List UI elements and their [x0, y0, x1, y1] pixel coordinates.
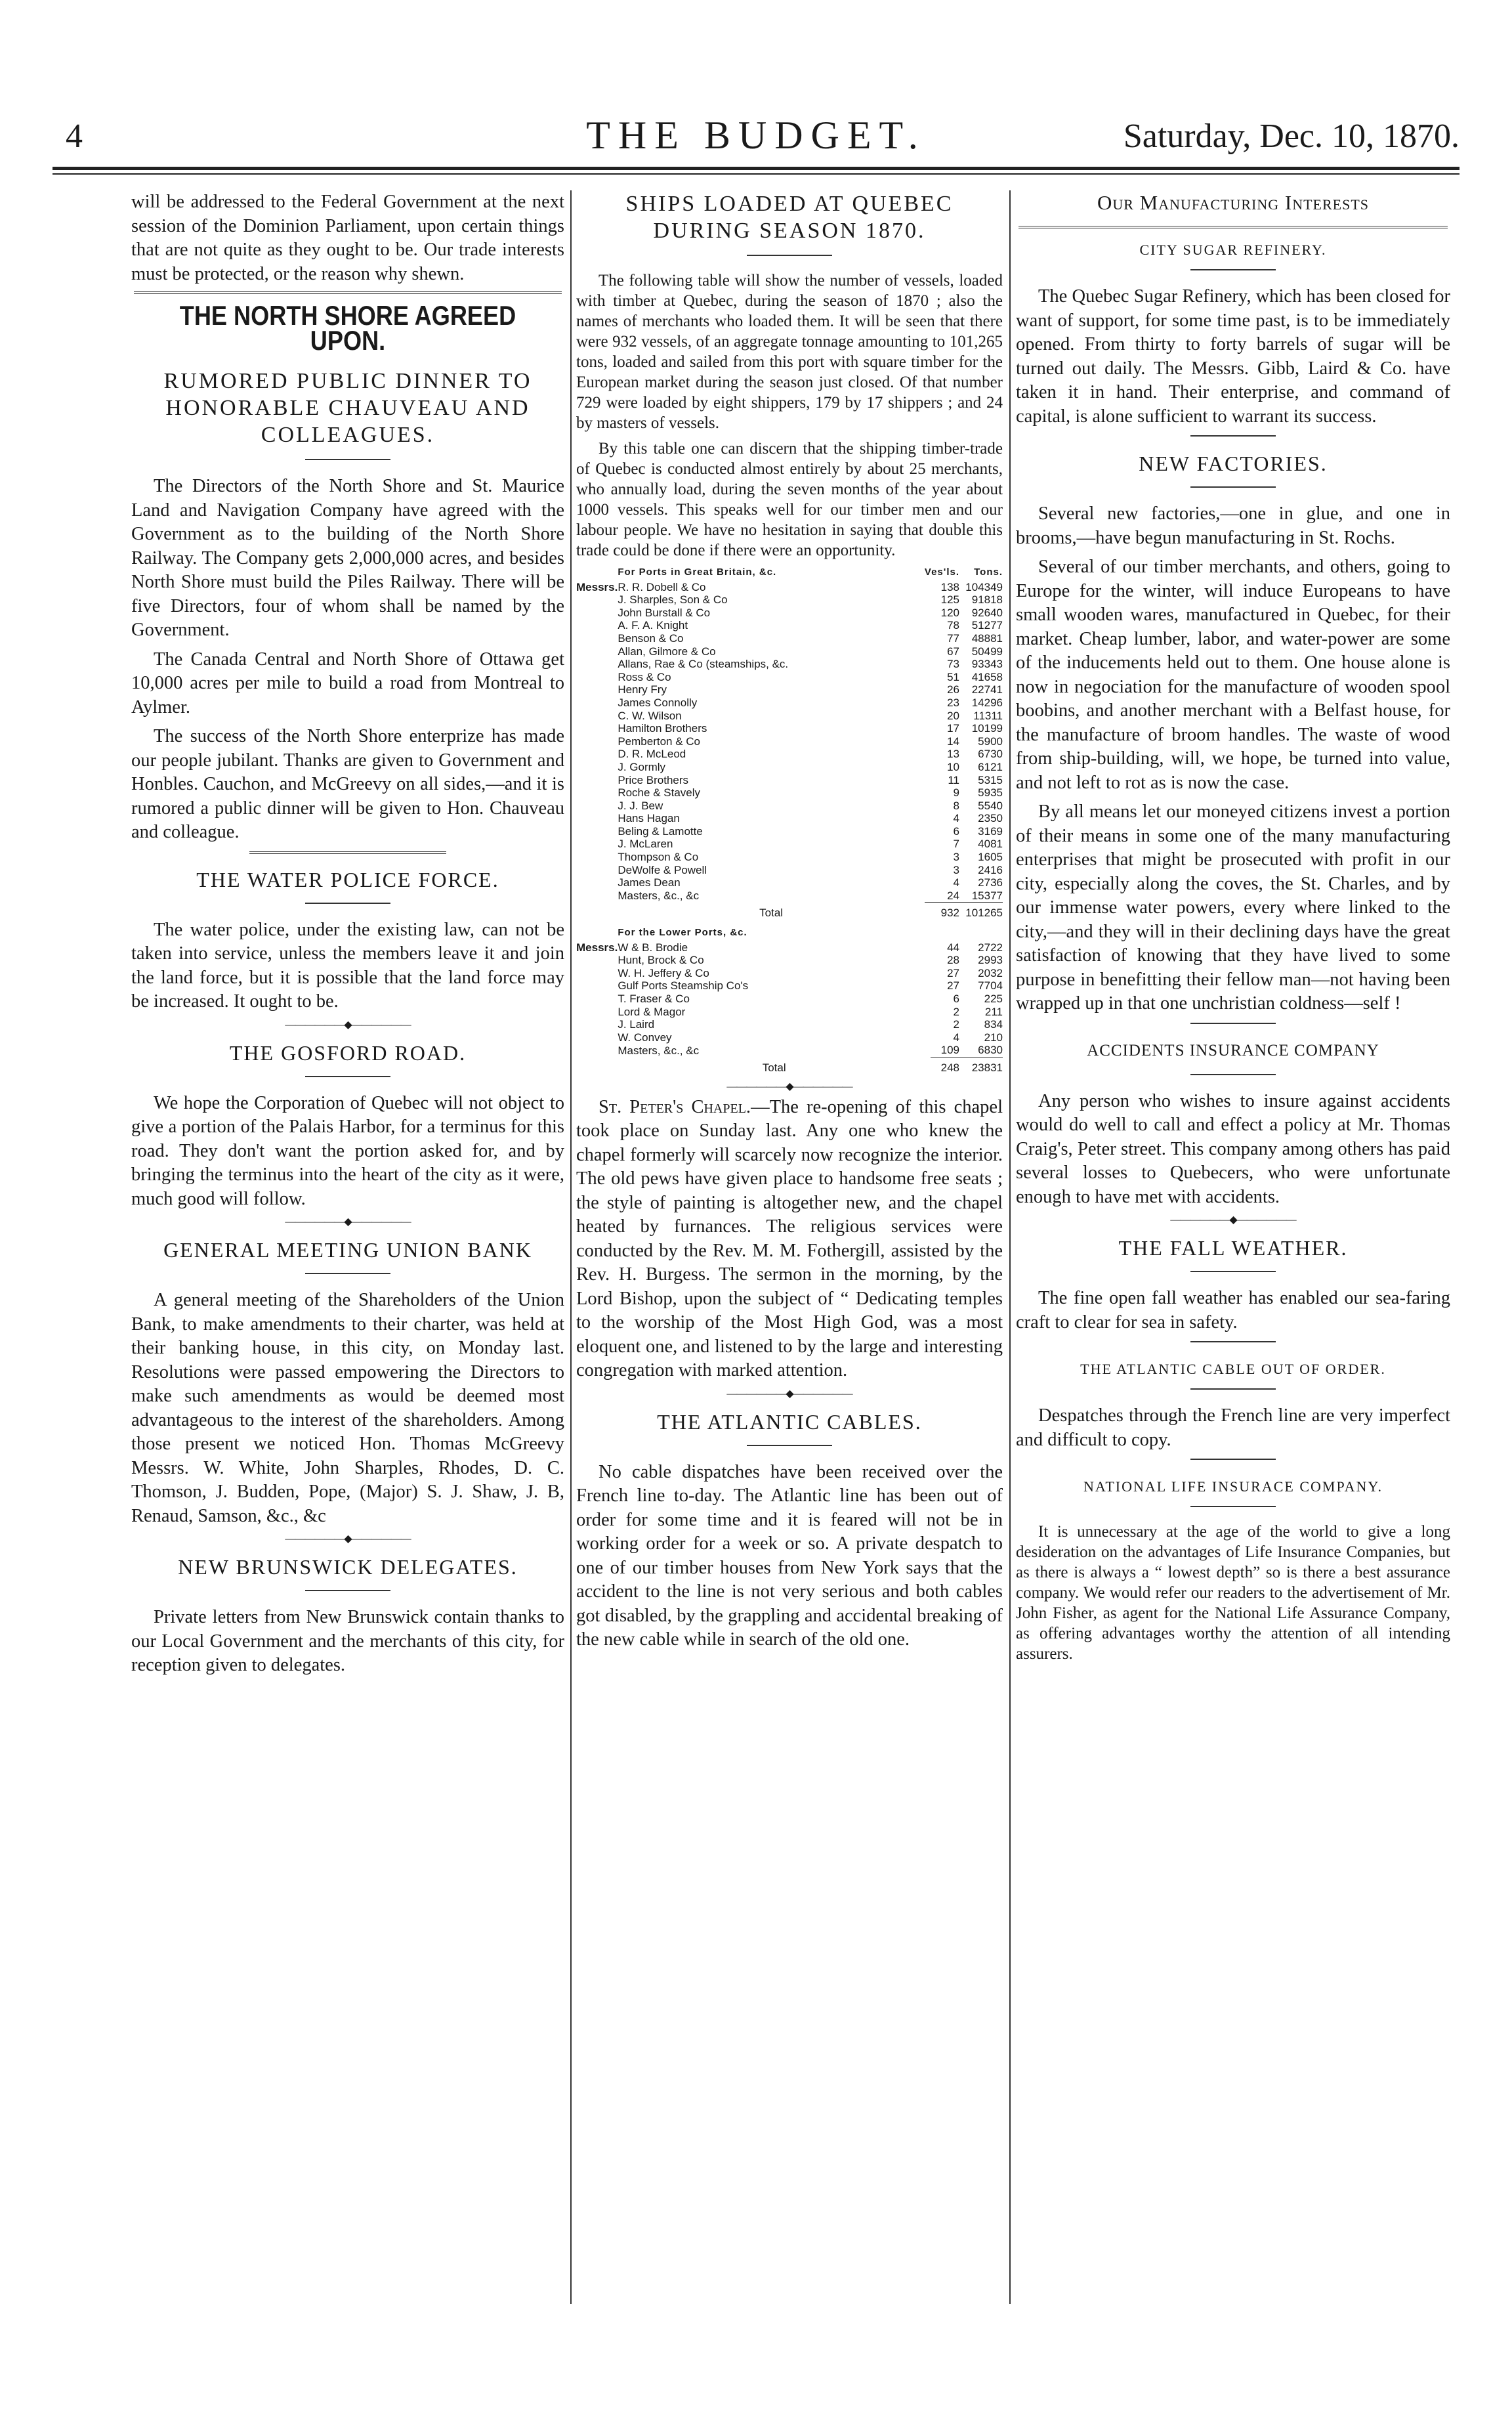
vessel-count: 4 [953, 812, 959, 825]
section-rule [1190, 1074, 1276, 1075]
shipper-name: Pemberton & Co [618, 735, 701, 748]
total-label: Total [762, 1061, 786, 1074]
vessel-count: 28 [947, 954, 959, 967]
sugar-refinery-subhead: CITY SUGAR REFINERY. [1139, 242, 1327, 258]
table-prefix: Messrs. [576, 941, 618, 954]
table-row [576, 1006, 1003, 1019]
table-row [576, 593, 1003, 607]
vessel-count: 4 [953, 1031, 959, 1044]
tonnage: 104349 [965, 580, 1003, 593]
tonnage: 834 [984, 1018, 1003, 1031]
tonnage: 48881 [971, 631, 1003, 645]
section-rule [305, 1590, 390, 1591]
ships-para: By this table one can discern that the shipping timber-trade of Quebec is conducted almost entirely by about 25 merchants, who annually load, during the seven months of the year about 1000 vessels. This speaks well for our timber men and our labour people. We have no hesitation in saying that double this trade could be done if there were an opportunity. [576, 440, 1003, 559]
tonnage: 6830 [978, 1044, 1003, 1057]
north-shore-para: The success of the North Shore enterprize has made our people jubilant. Thanks are given to Government and Honbles. Cauchon, and McGreevy on all sides,—and it is rumored a public dinner will be given to Hon. Chauveau and colleague. [131, 726, 564, 842]
vessel-count: 11 [948, 773, 959, 786]
st-peters-para [576, 1096, 1003, 1383]
shipper-name: J. McLaren [618, 838, 673, 851]
table-row [576, 876, 1003, 889]
tonnage: 2416 [978, 863, 1003, 876]
section-rule [1190, 1271, 1276, 1272]
cable-out-headline: THE ATLANTIC CABLE OUT OF ORDER. [1080, 1361, 1386, 1377]
vessel-count: 44 [947, 941, 959, 954]
new-brunswick-headline: NEW BRUNSWICK DELEGATES. [178, 1555, 518, 1579]
st-peters-body: —The re-opening of this chapel took place on Sunday last. Any one who knew the chapel formerly will scarcely now recognize the interior. The old pews have given place to handsome free seats ; the style of painting is altogether new, and the chapel heated by furnances. The religious services were conducted by the Rev. M. M. Fothergill, assisted by the Rev. H. Burgess. The sermon in the morning, by the Lord Bishop, upon the subject of “ Dedicating temples to the worship of the Most High God, was a most eloquent one, and listened to by the large and interesting congregation with marked attention. [576, 1096, 1003, 1381]
vessel-count: 109 [940, 1044, 959, 1057]
table-row [576, 954, 1003, 967]
table-row [576, 1031, 1003, 1044]
table-row [576, 658, 1003, 671]
shipper-name: Allans, Rae & Co (steamships, &c. [618, 658, 789, 671]
table-row [576, 812, 1003, 825]
shipper-name: A. F. A. Knight [618, 619, 688, 632]
ships-headline: SHIPS LOADED AT QUEBEC DURING SEASON 1870. [625, 192, 954, 243]
vessel-count: 13 [947, 748, 959, 761]
table-header-label: For Ports in Great Britain, &c. [618, 566, 777, 578]
shipper-name: C. W. Wilson [618, 709, 682, 722]
tonnage: 2350 [978, 812, 1003, 825]
tonnage: 6730 [978, 748, 1003, 761]
shipper-name: Benson & Co [618, 631, 684, 645]
double-rule [134, 291, 562, 298]
ornament-divider: ——————◆—————— [285, 1533, 411, 1545]
tonnage: 1605 [978, 851, 1003, 864]
tonnage: 2993 [978, 954, 1003, 967]
shipper-name: R. R. Dobell & Co [618, 580, 706, 593]
tonnage: 5540 [978, 799, 1003, 812]
shipper-name: J. Laird [618, 1018, 655, 1031]
column-divider [570, 190, 572, 2304]
shipper-name: J. Sharples, Son & Co [618, 593, 728, 607]
north-shore-para: The Directors of the North Shore and St. Maurice Land and Navigation Company have agreed with the Government as to the building of the North Shore Railway. The Company gets 2,000,000 acres, and besides North Shore must build the Piles Railway. There will be five Directors, four of whom shall be named by the Government. [131, 476, 564, 640]
tonnage: 92640 [971, 606, 1003, 619]
tonnage: 2032 [978, 966, 1003, 979]
table-header-row [576, 566, 1003, 581]
section-rule [747, 255, 832, 256]
total-tons: 101265 [959, 903, 1003, 920]
vessel-count: 138 [940, 580, 959, 593]
ornament-divider: ——————◆—————— [726, 1388, 852, 1400]
shipper-name: Allan, Gilmore & Co [618, 645, 716, 658]
new-factories-para: By all means let our moneyed citizens invest a portion of their means in some one of the many manufacturing enterprises that might be prosecuted with profit in our city, especially along the coves, the St. Charles, and by our immense water powers, every where linked to the city,—and they will in their declining days have the great satisfaction of knowing that they have lived to some purpose in benefitting their fellow man—not having been wrapped up in that one unchristian coldness—self ! [1016, 801, 1450, 1014]
tonnage: 210 [984, 1031, 1003, 1044]
table-row [576, 851, 1003, 864]
table-row [576, 838, 1003, 851]
section-rule [305, 903, 390, 904]
atlantic-cables-para: No cable dispatches have been received over the French line to-day. The Atlantic line has been out of order for some time and it is feared will not be in working order for a week or so. A private despatch to one of our timber houses from New York says that the accident to the line is not very serious and both cables got disabled, by the grappling and accidental breaking of the new cable while in search of the old one. [576, 1461, 1003, 1650]
vessel-count: 24 [947, 889, 959, 902]
tonnage: 14296 [971, 696, 1003, 709]
shipper-name: Hunt, Brock & Co [618, 954, 704, 967]
accidents-headline: ACCIDENTS INSURANCE COMPANY [1087, 1041, 1379, 1059]
table-row [576, 710, 1003, 723]
shipper-name: W. H. Jeffery & Co [618, 966, 709, 979]
vessel-count: 23 [947, 696, 959, 709]
shipper-name: Hamilton Brothers [618, 722, 707, 735]
tonnage: 2736 [978, 876, 1003, 889]
table-row [576, 1018, 1003, 1031]
table-row [576, 607, 1003, 620]
water-police-para: The water police, under the existing law, can not be taken into service, unless the members leave it and join the land force, but it is possible that the land force may be increased. It ought to be. [131, 919, 564, 1012]
section-rule [1190, 1388, 1276, 1390]
column-1 [131, 190, 564, 2357]
vessel-count: 6 [953, 993, 959, 1005]
water-police-headline: THE WATER POLICE FORCE. [196, 867, 499, 891]
new-factories-para: Several new factories,—one in glue, and one in brooms,—have begun manufacturing in St. Rochs. [1016, 503, 1450, 548]
table-row [576, 979, 1003, 993]
tonnage: 93343 [971, 658, 1003, 671]
shipper-name: W. Convey [618, 1031, 672, 1044]
great-britain-shipping-table [576, 566, 1003, 920]
section-rule [1190, 435, 1276, 437]
sugar-refinery-para: The Quebec Sugar Refinery, which has been closed for want of support, for some time past, is to be immediately opened. From thirty to forty barrels of sugar will be turned out daily. The Messrs. Gibb, Laird & Co. have taken it in hand. Their enterprise, and command of capital, is alone sufficient to warrant its success. [1016, 286, 1450, 427]
section-rule [1190, 486, 1276, 488]
vessel-count: 26 [947, 683, 959, 696]
shipper-name: Thompson & Co [618, 851, 699, 864]
column-3 [1016, 190, 1450, 2357]
table-row [576, 645, 1003, 658]
vessel-count: 2 [953, 1018, 959, 1031]
table-row [576, 786, 1003, 800]
tonnage: 4081 [978, 838, 1003, 851]
shipper-name: Beling & Lamotte [618, 824, 703, 838]
accidents-para: Any person who wishes to insure against accidents would do well to call and effect a policy at Mr. Thomas Craig's, Peter street. This company among others has paid several losses to Quebecers, who were unfortunate enough to have met with accidents. [1016, 1090, 1450, 1207]
shipper-name: James Dean [618, 876, 681, 889]
ornament-divider: ——————◆—————— [285, 1019, 411, 1031]
tonnage: 91818 [971, 593, 1003, 607]
vessel-count: 3 [953, 863, 959, 876]
tonnage: 5315 [978, 773, 1003, 786]
tonnage: 7704 [978, 979, 1003, 993]
total-vessels: 248 [931, 1057, 959, 1074]
rule [249, 851, 446, 858]
vessel-count: 77 [947, 631, 959, 645]
section-rule [305, 1273, 390, 1274]
ornament-divider: ——————◆—————— [726, 1080, 852, 1092]
section-rule [1190, 1023, 1276, 1024]
shipper-name: W & B. Brodie [618, 941, 688, 954]
lower-ports-shipping-table [576, 926, 1003, 1075]
shipper-name: DeWolfe & Powell [618, 863, 707, 876]
tonnage: 3169 [978, 824, 1003, 838]
tonnage: 10199 [971, 722, 1003, 735]
tonnage: 15377 [971, 889, 1003, 902]
north-shore-headline: THE NORTH SHORE AGREED UPON. [179, 300, 516, 356]
table-row [576, 1044, 1003, 1057]
shipper-name: Masters, &c., &c [618, 1044, 700, 1057]
tonnage: 6121 [978, 760, 1003, 773]
gosford-headline: THE GOSFORD ROAD. [229, 1040, 467, 1065]
new-factories-para: Several of our timber merchants, and others, going to Europe for the winter, will induce Europeans to have small wooden wares, manufactured in Quebec, for their market. Cheap lumber, labor, and water-power are some of the inducements held out to them. One house alone is now in negociation for the manufacture of wooden spool boobins, and another merchant with a Belfast house, for the manufacture of broom handles. The waste of wood from ship-building, will, we hope, be turned into value, and not left to rot as is now the case. [1016, 557, 1450, 793]
section-rule [1190, 269, 1276, 270]
table-row [576, 632, 1003, 645]
vessel-count: 27 [947, 979, 959, 993]
vessel-count: 7 [953, 838, 959, 851]
newspaper-title: THE BUDGET. [586, 114, 926, 157]
vessel-count: 125 [940, 593, 959, 607]
column-divider [1009, 190, 1011, 2304]
ornament-divider: ——————◆—————— [285, 1216, 411, 1228]
tonnage: 5900 [978, 735, 1003, 748]
atlantic-cables-headline: THE ATLANTIC CABLES. [657, 1409, 922, 1434]
vessel-count: 9 [953, 786, 959, 800]
tonnage: 51277 [971, 619, 1003, 632]
fall-weather-headline: THE FALL WEATHER. [1118, 1236, 1348, 1260]
table-row [576, 941, 1003, 954]
shipper-name: Roche & Stavely [618, 786, 701, 800]
vessel-count: 2 [953, 1005, 959, 1018]
shipper-name: John Burstall & Co [618, 606, 711, 619]
masthead-rule-thin [52, 173, 1460, 175]
cable-out-para: Despatches through the French line are very imperfect and difficult to copy. [1016, 1405, 1450, 1450]
vessel-count: 67 [947, 645, 959, 658]
table-total-row [576, 903, 1003, 920]
table-row [576, 722, 1003, 735]
table-row [576, 683, 1003, 696]
north-shore-subhead: RUMORED PUBLIC DINNER TO HONORABLE CHAUVEAU AND COLLEAGUES. [163, 369, 532, 447]
union-bank-headline: GENERAL MEETING UNION BANK [163, 1238, 532, 1262]
ships-para: The following table will show the number of vessels, loaded with timber at Quebec, during the season of 1870 ; also the names of merchants who loaded them. It will be seen that there were 932 vessels, of an aggregate tonnage amounting to 101,265 tons, loaded and sailed from this port with square timber for the European market during the season just closed. Of that number 729 were loaded by eight shippers, 179 by 17 shippers ; and 24 by masters of vessels. [576, 272, 1003, 432]
total-tons: 23831 [959, 1057, 1003, 1074]
shipper-name: Gulf Ports Steamship Co's [618, 979, 749, 993]
total-label: Total [759, 907, 784, 920]
vessel-count: 120 [940, 606, 959, 619]
masthead [52, 112, 1460, 164]
section-rule [1190, 1506, 1276, 1507]
continued-paragraph: will be addressed to the Federal Government at the next session of the Dominion Parliament, upon certain things that are not quite as they ought to be. Our trade interests must be protected, or the reason why shewn. [131, 192, 564, 284]
tonnage: 225 [984, 993, 1003, 1005]
table-row [576, 825, 1003, 838]
table-total-row [576, 1057, 1003, 1074]
st-peters-lead: St. Peter's Chapel. [598, 1096, 751, 1117]
national-life-headline: NATIONAL LIFE INSURACE COMPANY. [1083, 1478, 1383, 1495]
shipper-name: T. Fraser & Co [618, 993, 690, 1005]
vessel-count: 8 [953, 799, 959, 812]
vessel-count: 73 [947, 658, 959, 671]
shipper-name: J. J. Bew [618, 799, 663, 812]
tonnage: 5935 [978, 786, 1003, 800]
table-row [576, 581, 1003, 594]
table-row [576, 761, 1003, 774]
total-vessels: 932 [925, 903, 959, 920]
table-header-tons: Tons. [974, 566, 1003, 578]
new-factories-headline: NEW FACTORIES. [1139, 452, 1328, 475]
tonnage: 211 [984, 1005, 1003, 1018]
table-row [576, 619, 1003, 632]
new-brunswick-para: Private letters from New Brunswick contain thanks to our Local Government and the merchants of this city, for reception given to delegates. [131, 1607, 564, 1675]
vessel-count: 6 [953, 824, 959, 838]
tonnage: 50499 [971, 645, 1003, 658]
table-row [576, 735, 1003, 748]
shipper-name: Hans Hagan [618, 812, 680, 825]
section-rule [747, 1445, 832, 1446]
table-row [576, 748, 1003, 761]
tonnage: 22741 [971, 683, 1003, 696]
issue-date: Saturday, Dec. 10, 1870. [1123, 118, 1460, 155]
double-rule [1018, 226, 1448, 232]
table-header-row [576, 926, 1003, 941]
gosford-para: We hope the Corporation of Quebec will not object to give a portion of the Palais Harbor, for a terminus for this road. They don't want the portion asked for, and by bringing the terminus into the heart of the city as it were, much good will follow. [131, 1092, 564, 1209]
page-number: 4 [66, 118, 83, 155]
table-row [576, 800, 1003, 813]
table-row [576, 671, 1003, 684]
vessel-count: 51 [947, 670, 959, 683]
section-rule [305, 1076, 390, 1077]
tonnage: 11311 [973, 709, 1003, 722]
national-life-para: It is unnecessary at the age of the world to give a long desideration on the advantages of Life Insurance Companies, but as there is always a “ lowest depth” so is there a best assurance company. We would refer our readers to the advertisement of Mr. John Fisher, as agent for the National Life Assurance Company, as offering advantages worthy the attention of all intending assurers. [1016, 1523, 1450, 1663]
ornament-divider: ——————◆—————— [1170, 1214, 1296, 1226]
section-rule [1190, 1341, 1276, 1342]
shipper-name: Price Brothers [618, 773, 689, 786]
tonnage: 41658 [971, 670, 1003, 683]
shipper-name: Lord & Magor [618, 1005, 686, 1018]
table-row [576, 696, 1003, 710]
vessel-count: 3 [953, 851, 959, 864]
shipper-name: James Connolly [618, 696, 698, 709]
vessel-count: 27 [947, 966, 959, 979]
vessel-count: 14 [947, 735, 959, 748]
table-row [576, 993, 1003, 1006]
shipper-name: Masters, &c., &c [618, 889, 700, 903]
vessel-count: 78 [947, 619, 959, 632]
shipper-name: Ross & Co [618, 670, 671, 683]
tonnage: 2722 [978, 941, 1003, 954]
table-row [576, 864, 1003, 877]
table-row [576, 967, 1003, 980]
vessel-count: 10 [947, 760, 959, 773]
table-row [576, 774, 1003, 787]
table-header-vessels: Ves'ls. [924, 566, 959, 578]
table-prefix: Messrs. [576, 580, 618, 593]
shipper-name: D. R. McLeod [618, 748, 686, 761]
table-row [576, 889, 1003, 903]
vessel-count: 4 [953, 876, 959, 889]
vessel-count: 20 [947, 709, 959, 722]
section-rule [1190, 1459, 1276, 1460]
column-2 [576, 190, 1003, 2357]
section-rule [305, 459, 390, 460]
manufacturing-headline: Our Manufacturing Interests [1097, 191, 1370, 214]
vessel-count: 17 [947, 722, 959, 735]
table-header-label: For the Lower Ports, &c. [618, 927, 747, 939]
shipper-name: Henry Fry [618, 683, 667, 696]
masthead-rule [52, 167, 1460, 170]
shipper-name: J. Gormly [618, 760, 666, 773]
union-bank-para: A general meeting of the Shareholders of the Union Bank, to make amendments to their charter, was held at their banking house, in this city, on Monday last. Resolutions were passed empowering the Directors to make such amendments as would be deemed most advantageous to the interest of the shareholders. Among those present we noticed Hon. Thomas McGreevy Messrs. W. White, John Sharples, Rhodes, D. C. Thomson, J. Budden, Pope, (Major) S. J. Shaw, J. B, Renaud, Samson, &c., &c [131, 1290, 564, 1526]
fall-weather-para: The fine open fall weather has enabled our sea-faring craft to clear for sea in safety. [1016, 1288, 1450, 1333]
north-shore-para: The Canada Central and North Shore of Ottawa get 10,000 acres per mile to build a road from Montreal to Aylmer. [131, 649, 564, 717]
